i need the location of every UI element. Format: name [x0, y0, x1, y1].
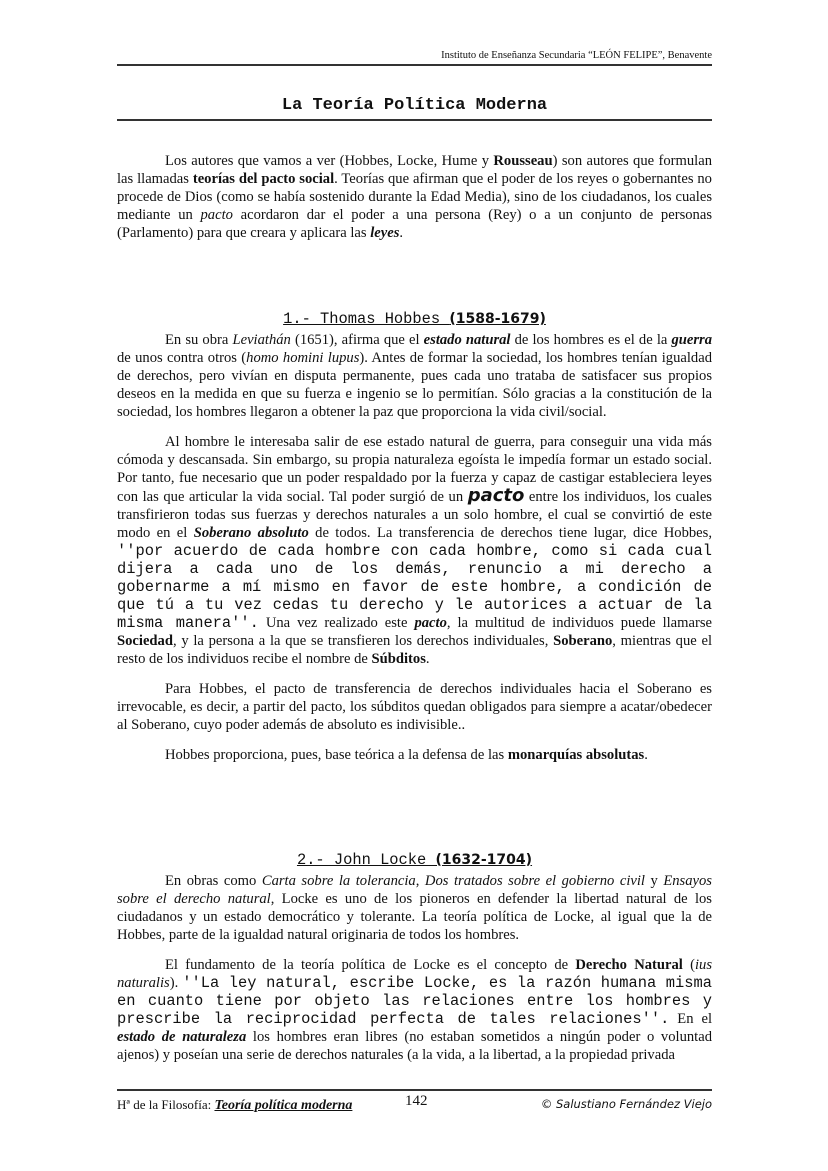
- text-run: pacto: [467, 485, 525, 506]
- text-run: y: [644, 873, 664, 889]
- text-run: .: [425, 651, 430, 667]
- text-run: entre los individuos, los cuales transfirieron todas sus fuerzas y derechos naturales a un solo hombre, el cual se convirtió de este modo en el: [117, 489, 712, 541]
- text-run: pacto: [414, 615, 447, 631]
- page-title: La Teoría Política Moderna: [117, 96, 712, 121]
- text-run: Al hombre le interesaba salir de ese estado natural de guerra, para conseguir una vida más cómoda y descansada. Sin embargo, su propia naturaleza egoísta le impedía formar un estado social. Por tanto, fue necesario que un poder respaldado por la fuerza y capaz de castigar estableciera leyes con las que articular la vida social. Tal poder surgió de un: [117, 434, 712, 505]
- text-run: . Teorías que afirman que el poder de los reyes o gobernantes no procede de Dios (como se había sostenido durante la Edad Media), sino de los ciudadanos, los cuales mediante un: [117, 171, 712, 223]
- section-locke: [117, 851, 712, 1064]
- text-run: ).: [169, 975, 183, 991]
- text-run: , mientras que el resto de los individuos recibe el nombre de: [117, 633, 712, 667]
- text-run: En su obra: [165, 332, 233, 348]
- text-run: , la multitud de individuos puede llamarse: [446, 615, 712, 631]
- section-title: 2.- John Locke: [296, 851, 436, 869]
- text-run: ). Antes de formar la sociedad, los hombres tenían igualdad de derechos, pero vivían en disputa permanente, pues cada uno trataba de satisfacer sus propios deseos en la medida en que su fuerza e ingenio se lo permitían. Sólo gracias a la constitución de la sociedad, los hombres llegaron a obtener la paz que proporciona la vida civil/social.: [117, 350, 712, 420]
- text-run: pacto: [200, 207, 233, 223]
- quote-text: ''La ley natural, escribe Locke, es la razón humana misma en cuanto tiene por objeto las relaciones entre los hombres y prescribe la reciprocidad perfecta de tales relaciones''.: [117, 974, 712, 1028]
- text-run: En obras como: [165, 873, 262, 889]
- text-run: El fundamento de la teoría política de Locke es el concepto de: [165, 957, 576, 973]
- text-run: guerra: [671, 332, 713, 348]
- text-run: Derecho Natural: [575, 957, 683, 973]
- paragraph: [117, 746, 712, 764]
- footer-author: © Salustiano Fernández Viejo: [540, 1097, 712, 1111]
- section-years: (1588-1679): [449, 311, 546, 327]
- text-run: ius naturalis: [117, 957, 713, 991]
- text-run: Rousseau: [493, 153, 553, 169]
- text-run: los hombres eran libres (no estaban sometidos a ningún poder o voluntad ajenos) y poseían una serie de derechos naturales (a la vida, a la libertad, a la propiedad privada: [117, 1029, 712, 1063]
- text-run: Dos tratados sobre el gobierno civil: [424, 873, 645, 889]
- page-footer: [117, 1089, 712, 1117]
- footer-topic: Teoría política moderna: [214, 1098, 353, 1113]
- text-run: (1651), afirma que el: [290, 332, 424, 348]
- paragraph: [117, 433, 712, 668]
- section-heading: [117, 310, 712, 328]
- quote-text: ''por acuerdo de cada hombre con cada hombre, como si cada cual dijera a cada uno de los demás, renuncio a mi derecho a gobernarme a mí mismo en favor de este hombre, a condición de que tú a tu vez cedas tu derecho y le autorices a actuar de la misma manera''.: [117, 542, 712, 632]
- footer-subject: Hª de la Filosofía:: [117, 1097, 215, 1112]
- paragraph: [117, 152, 712, 242]
- intro: [117, 152, 712, 242]
- text-run: Los autores que vamos a ver (Hobbes, Locke, Hume y: [165, 153, 494, 169]
- text-run: , y la persona a la que se transfieren los derechos individuales,: [172, 633, 554, 649]
- text-run: , Locke es uno de los pioneros en defender la libertad natural de los ciudadanos y un estado democrático y tolerante. La teoría política de Locke, al igual que la de Hobbes, parte de la igualdad natural originaria de todos los hombres.: [117, 891, 712, 943]
- section-years: (1632-1704): [435, 852, 533, 868]
- text-run: ,: [415, 873, 425, 889]
- page-number: 142: [405, 1093, 428, 1109]
- text-run: de unos contra otros (: [117, 350, 247, 366]
- text-run: de los hombres es el de la: [510, 332, 672, 348]
- text-run: Carta sobre la tolerancia: [261, 873, 416, 889]
- text-run: (: [682, 957, 695, 973]
- text-run: monarquías absolutas: [507, 747, 645, 763]
- text-run: .: [644, 747, 648, 763]
- text-run: Leviathán: [232, 332, 291, 348]
- text-run: de todos. La transferencia de derechos tiene lugar, dice Hobbes,: [308, 525, 712, 541]
- text-run: .: [399, 225, 404, 241]
- text-run: Súbditos: [371, 651, 426, 667]
- section-title: 1.- Thomas Hobbes: [283, 310, 450, 328]
- paragraph: [117, 331, 712, 421]
- section-hobbes: [117, 310, 712, 764]
- text-run: homo homini lupus: [246, 350, 360, 366]
- text-run: ) son autores que formulan las llamadas: [117, 153, 712, 187]
- text-run: Una vez realizado este: [258, 615, 415, 631]
- text-run: Hobbes proporciona, pues, base teórica a la defensa de las: [165, 747, 508, 763]
- text-run: acordaron dar el poder a una persona (Rey) o a un conjunto de personas (Parlamento) para que creara y aplicara las: [117, 207, 712, 241]
- text-run: teorías del pacto social: [192, 171, 335, 187]
- text-run: Soberano absoluto: [193, 525, 309, 541]
- text-run: leyes: [370, 225, 400, 241]
- paragraph: [117, 872, 712, 944]
- text-run: estado de naturaleza: [117, 1029, 247, 1045]
- paragraph: [117, 680, 712, 734]
- section-heading: [117, 851, 712, 869]
- running-header: Instituto de Enseñanza Secundaria “LEÓN FELIPE”, Benavente: [117, 50, 712, 66]
- paragraph: [117, 956, 712, 1064]
- text-run: Ensayos sobre el derecho natural: [117, 873, 712, 907]
- text-run: Para Hobbes, el pacto de transferencia de derechos individuales hacia el Soberano es irrevocable, es decir, a partir del pacto, los súbditos quedan obligados para siempre a acatar/obedecer al Soberano, cuyo poder además de absoluto es indivisible..: [117, 681, 712, 733]
- text-run: Soberano: [553, 633, 613, 649]
- text-run: Sociedad: [117, 633, 173, 649]
- text-run: estado natural: [423, 332, 511, 348]
- text-run: En el: [669, 1011, 712, 1027]
